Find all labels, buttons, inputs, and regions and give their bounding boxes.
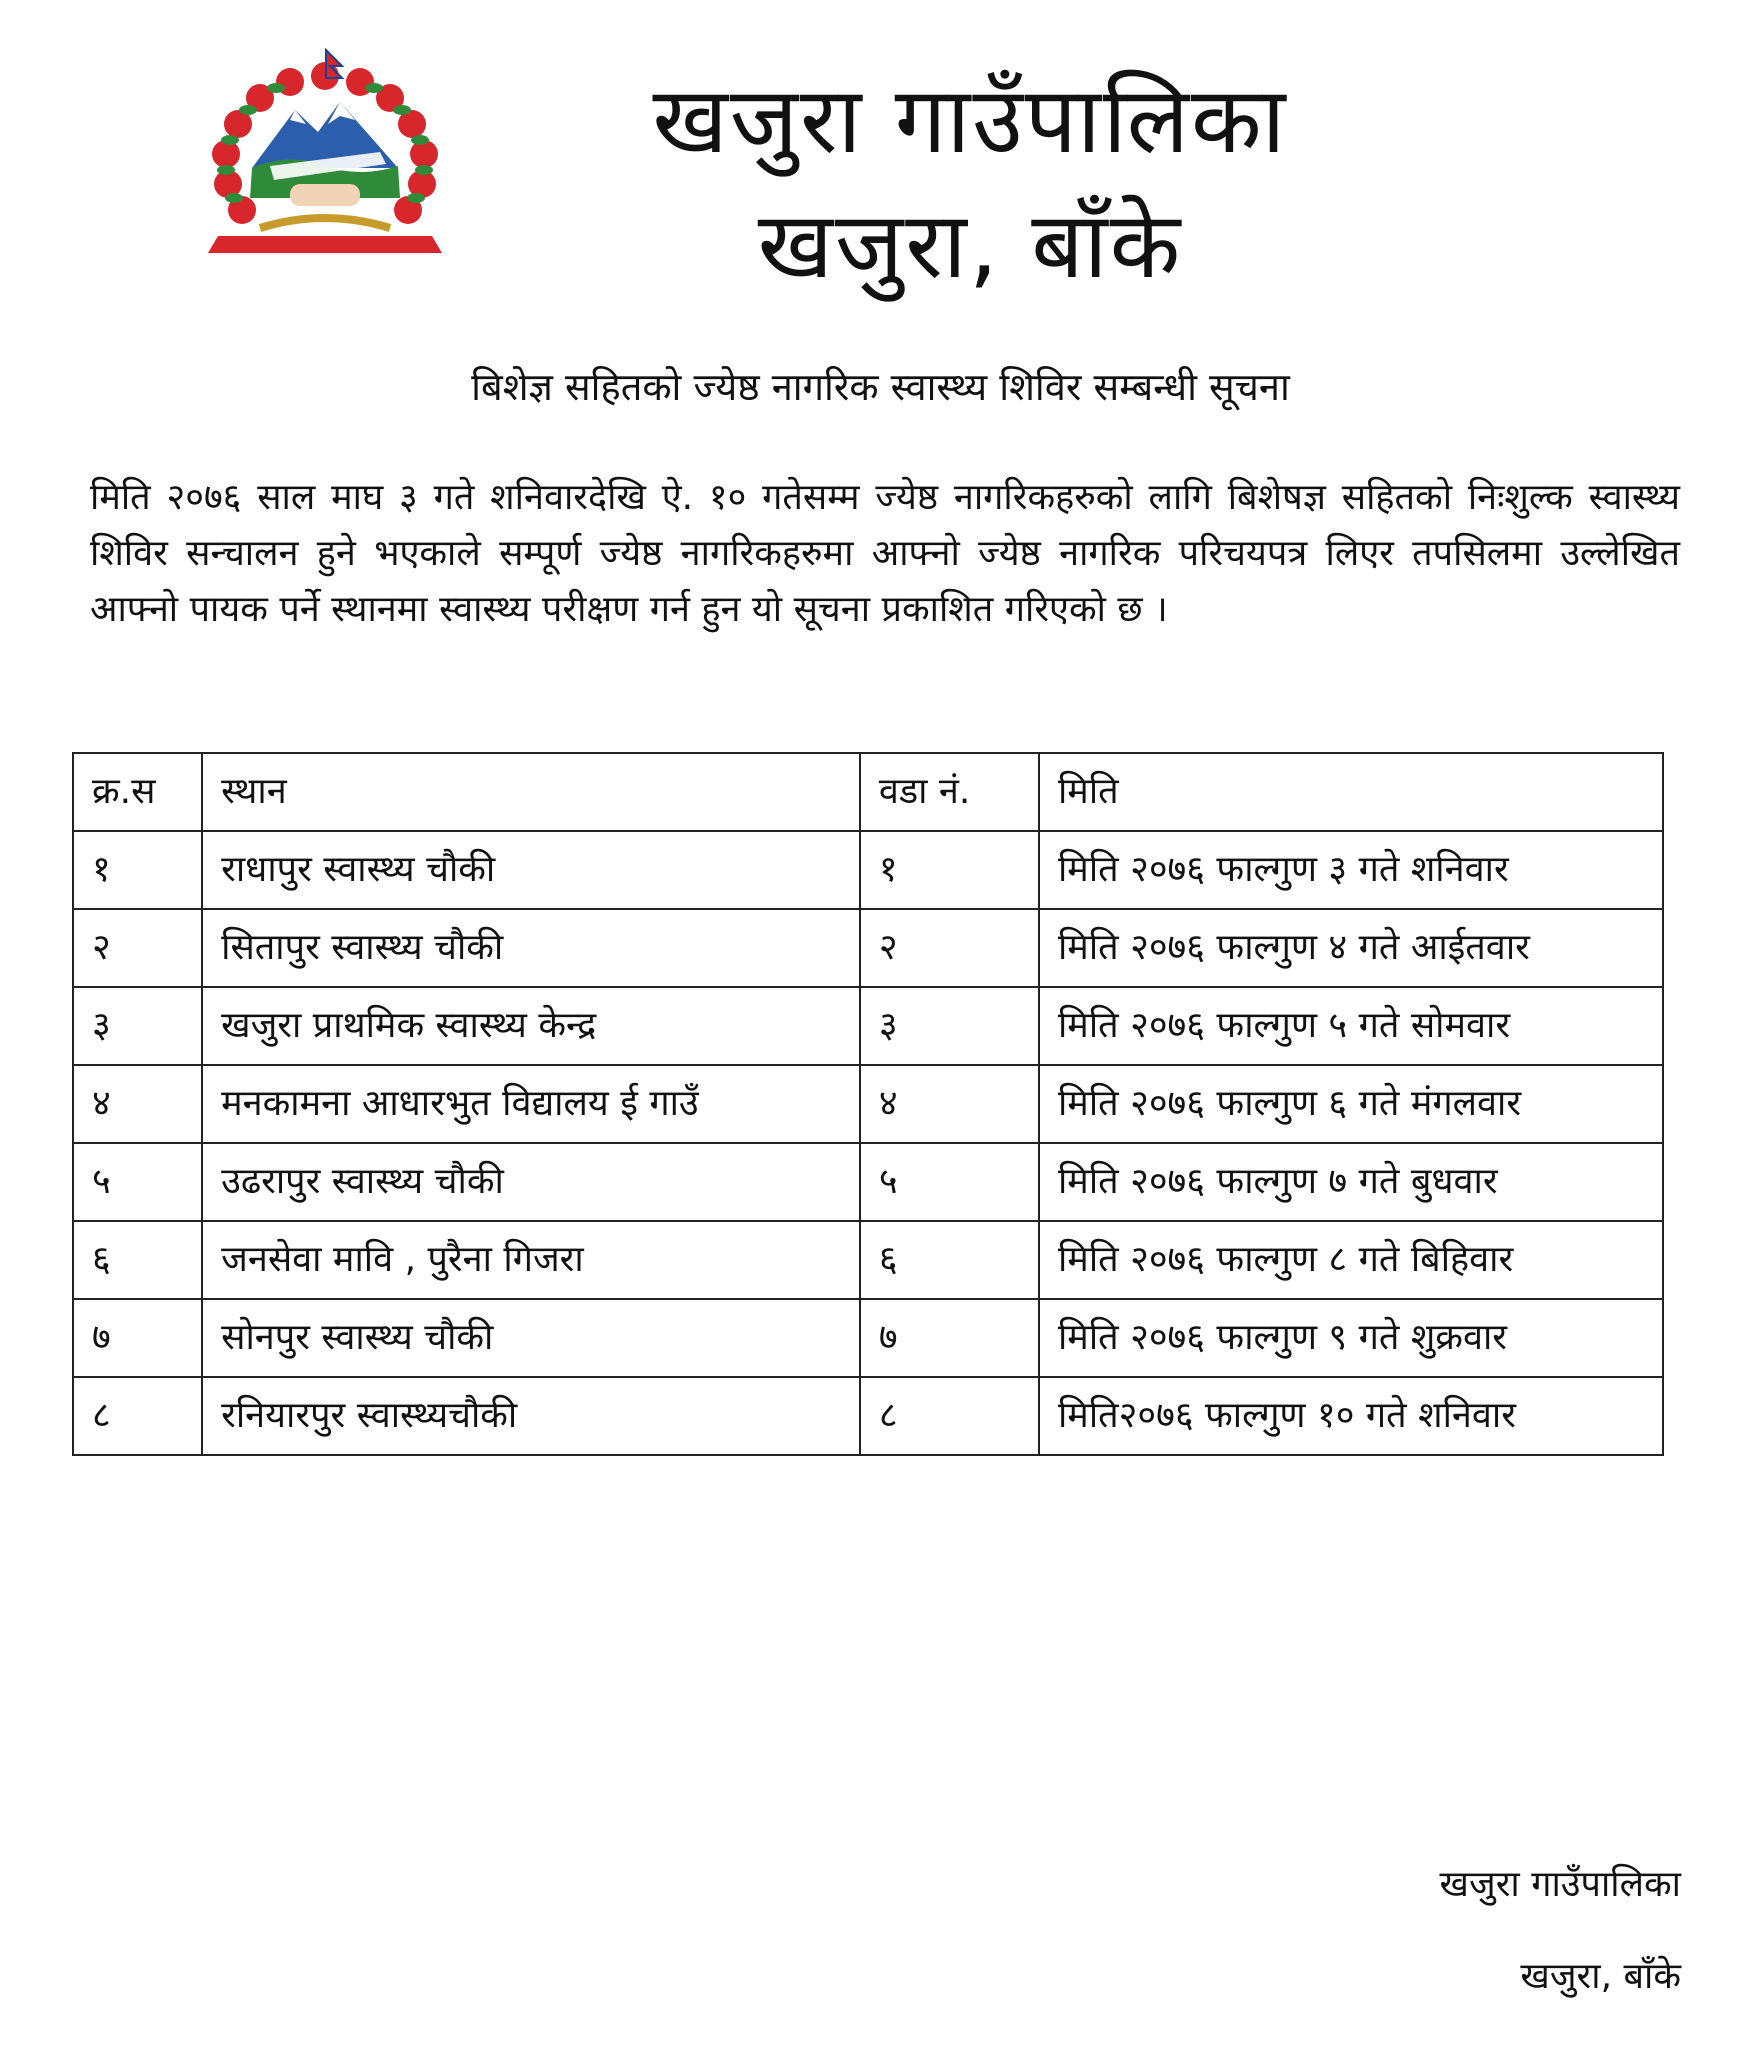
cell-date: मिति २०७६ फाल्गुण ९ गते शुक्रवार bbox=[1039, 1299, 1663, 1377]
cell-ward: ८ bbox=[860, 1377, 1039, 1455]
cell-date: मिति२०७६ फाल्गुण १० गते शनिवार bbox=[1039, 1377, 1663, 1455]
header-serial: क्र.स bbox=[73, 753, 202, 831]
municipality-location: खजुरा, बाँके bbox=[757, 192, 1183, 299]
notice-heading: बिशेज्ञ सहितको ज्येष्ठ नागरिक स्वास्थ्य शिविर सम्बन्धी सूचना bbox=[471, 365, 1290, 409]
municipality-name: खजुरा गाउँपालिका bbox=[652, 67, 1288, 174]
cell-serial: १ bbox=[73, 831, 202, 909]
cell-serial: ६ bbox=[73, 1221, 202, 1299]
table-row bbox=[73, 1299, 1663, 1377]
cell-ward: ७ bbox=[860, 1299, 1039, 1377]
cell-place: सोनपुर स्वास्थ्य चौकी bbox=[202, 1299, 860, 1377]
table-row bbox=[73, 1143, 1663, 1221]
cell-ward: ५ bbox=[860, 1143, 1039, 1221]
table-row bbox=[73, 831, 1663, 909]
table-row bbox=[73, 909, 1663, 987]
cell-ward: ४ bbox=[860, 1065, 1039, 1143]
cell-ward: ३ bbox=[860, 987, 1039, 1065]
cell-date: मिति २०७६ फाल्गुण ४ गते आईतवार bbox=[1039, 909, 1663, 987]
signature-location: खजुरा, बाँके bbox=[1520, 1956, 1681, 1997]
cell-ward: २ bbox=[860, 909, 1039, 987]
table-row bbox=[73, 1377, 1663, 1455]
header-place: स्थान bbox=[202, 753, 860, 831]
cell-date: मिति २०७६ फाल्गुण ७ गते बुधवार bbox=[1039, 1143, 1663, 1221]
table-row bbox=[73, 1065, 1663, 1143]
cell-ward: ६ bbox=[860, 1221, 1039, 1299]
cell-place: मनकामना आधारभुत विद्यालय ई गाउँ bbox=[202, 1065, 860, 1143]
table-row bbox=[73, 1221, 1663, 1299]
cell-serial: २ bbox=[73, 909, 202, 987]
cell-place: खजुरा प्राथमिक स्वास्थ्य केन्द्र bbox=[202, 987, 860, 1065]
table-header-row bbox=[73, 753, 1663, 831]
cell-place: उढरापुर स्वास्थ्य चौकी bbox=[202, 1143, 860, 1221]
header-date: मिति bbox=[1039, 753, 1663, 831]
camp-schedule-table bbox=[72, 752, 1664, 1456]
cell-date: मिति २०७६ फाल्गुण ६ गते मंगलवार bbox=[1039, 1065, 1663, 1143]
cell-date: मिति २०७६ फाल्गुण ३ गते शनिवार bbox=[1039, 831, 1663, 909]
cell-place: रनियारपुर स्वास्थ्यचौकी bbox=[202, 1377, 860, 1455]
cell-place: सितापुर स्वास्थ्य चौकी bbox=[202, 909, 860, 987]
cell-serial: ४ bbox=[73, 1065, 202, 1143]
cell-serial: ८ bbox=[73, 1377, 202, 1455]
cell-serial: ३ bbox=[73, 987, 202, 1065]
cell-place: जनसेवा मावि , पुरैना गिजरा bbox=[202, 1221, 860, 1299]
header-ward: वडा नं. bbox=[860, 753, 1039, 831]
cell-ward: १ bbox=[860, 831, 1039, 909]
cell-date: मिति २०७६ फाल्गुण ८ गते बिहिवार bbox=[1039, 1221, 1663, 1299]
nepal-emblem-icon bbox=[190, 48, 460, 278]
notice-body: मिति २०७६ साल माघ ३ गते शनिवारदेखि ऐ. १० गतेसम्म ज्येष्ठ नागरिकहरुको लागि बिशेषज्ञ सहितको निःशुल्क स्वास्थ्य शिविर सन्चालन हुने भएकाले सम्पूर्ण ज्येष्ठ नागरिकहरुमा आफ्नो ज्येष्ठ नागरिक परिचयपत्र लिएर तपसिलमा उल्लेखित आफ्नो पायक पर्ने स्थानमा स्वास्थ्य परीक्षण गर्न हुन यो सूचना प्रकाशित गरिएको छ । bbox=[90, 477, 1680, 630]
cell-place: राधापुर स्वास्थ्य चौकी bbox=[202, 831, 860, 909]
cell-date: मिति २०७६ फाल्गुण ५ गते सोमवार bbox=[1039, 987, 1663, 1065]
table-row bbox=[73, 987, 1663, 1065]
signature-office: खजुरा गाउँपालिका bbox=[1439, 1864, 1681, 1905]
cell-serial: ७ bbox=[73, 1299, 202, 1377]
cell-serial: ५ bbox=[73, 1143, 202, 1221]
